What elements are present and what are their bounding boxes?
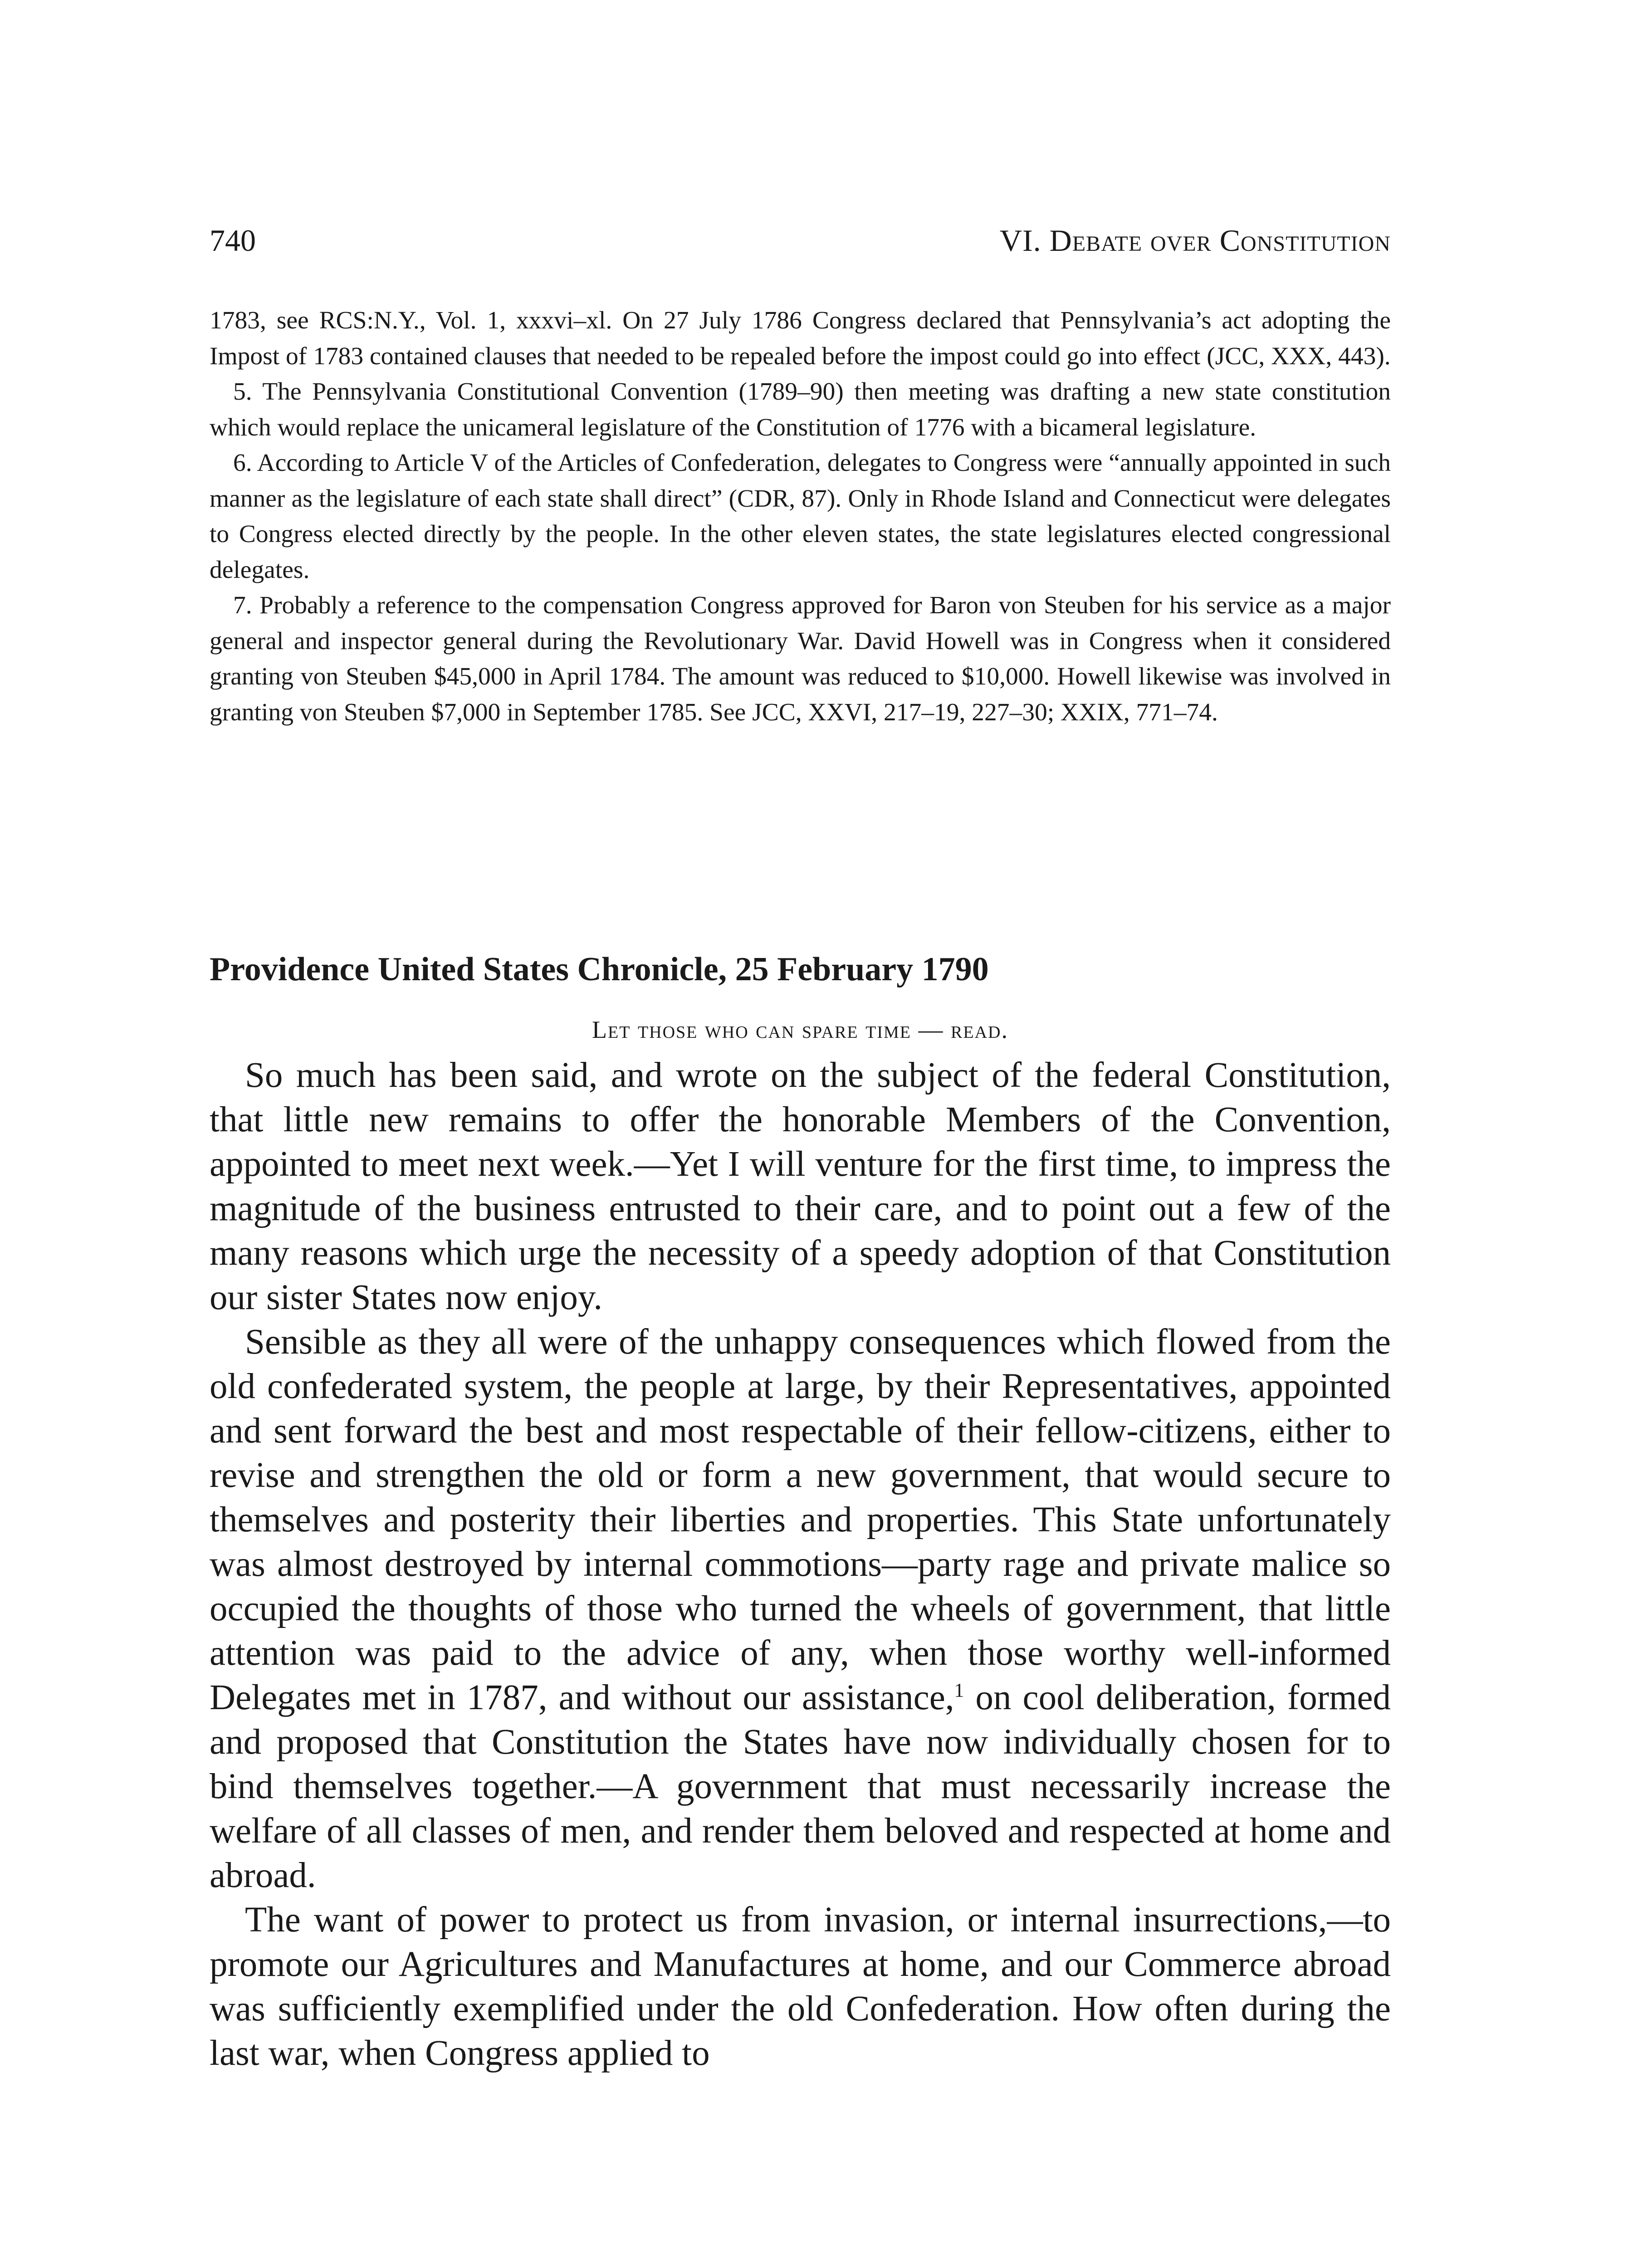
section-title: VI. Debate over Constitution [999,223,1391,258]
epigraph: Let those who can spare time — read. [592,1016,1008,1043]
paragraph-text: on cool deliberation, formed and proposed that Constitution the States have now individually chosen for to bind themselves together.—A government that must necessarily increase the welfare of all classes of men, and render them beloved and respected at home and abroad. [210,1678,1391,1895]
running-head [210,218,1391,263]
note-7: 7. Probably a reference to the compensation Congress approved for Baron von Steuben for his service as a major general and inspector general during the Revolutionary War. David Howell was in Congress when it considered granting von Steuben $45,000 in April 1784. The amount was reduced to $10,000. Howell likewise was involved in granting von Steuben $7,000 in September 1785. See JCC, XXVI, 217–19, 227–30; XXIX, 771–74. [210,591,1391,726]
body-paragraph: So much has been said, and wrote on the subject of the federal Constitution, that little new remains to offer the honorable Members of the Convention, appointed to meet next week.—Yet I will venture for the first time, to impress the magnitude of the business entrusted to their care, and to point out a few of the many reasons which urge the necessity of a speedy adoption of that Constitution our sister States now enjoy. [210,1056,1391,1317]
document-title: Providence United States Chronicle, 25 February 1790 [210,951,989,988]
note-5: 5. The Pennsylvania Constitutional Convention (1789–90) then meeting was drafting a new state constitution which would replace the unicameral legislature of the Constitution of 1776 with a bicameral legislature. [210,378,1391,441]
body-paragraph: The want of power to protect us from invasion, or internal insurrections,—to promote our Agricultures and Manufactures at home, and our Commerce abroad was sufficiently exemplified under the old Confederation. How often during the last war, when Congress applied to [210,1900,1391,2073]
page-number: 740 [210,223,256,258]
endnotes [210,303,1391,730]
paragraph-text: Sensible as they all were of the unhappy consequences which flowed from the old confederated system, the people at large, by their Representatives, appointed and sent forward the best and most respectable of their fellow-citizens, either to revise and strengthen the old or form a new government, that would secure to themselves and posterity their liberties and properties. This State unfortunately was almost destroyed by internal commotions—party rage and private malice so occupied the thoughts of those who turned the wheels of government, that little attention was paid to the advice of any, when those worthy well-informed Delegates met in 1787, and without our assistance, [210,1322,1391,1717]
body-paragraph [210,1320,1391,1898]
footnote-reference: 1 [954,1679,964,1701]
note-6: 6. According to Article V of the Articles of Confederation, delegates to Congress were “annually appointed in such manner as the legislature of each state shall direct” (CDR, 87). Only in Rhode Island and Connecticut were delegates to Congress elected directly by the people. In the other eleven states, the state legislatures elected congressional delegates. [210,449,1391,584]
document-body [210,1053,1391,2076]
note-continuation: 1783, see RCS:N.Y., Vol. 1, xxxvi–xl. On 27 July 1786 Congress declared that Pennsylvania’s act adopting the Impost of 1783 contained clauses that needed to be repealed before the impost could go into effect (JCC, XXX, 443). [210,307,1391,370]
